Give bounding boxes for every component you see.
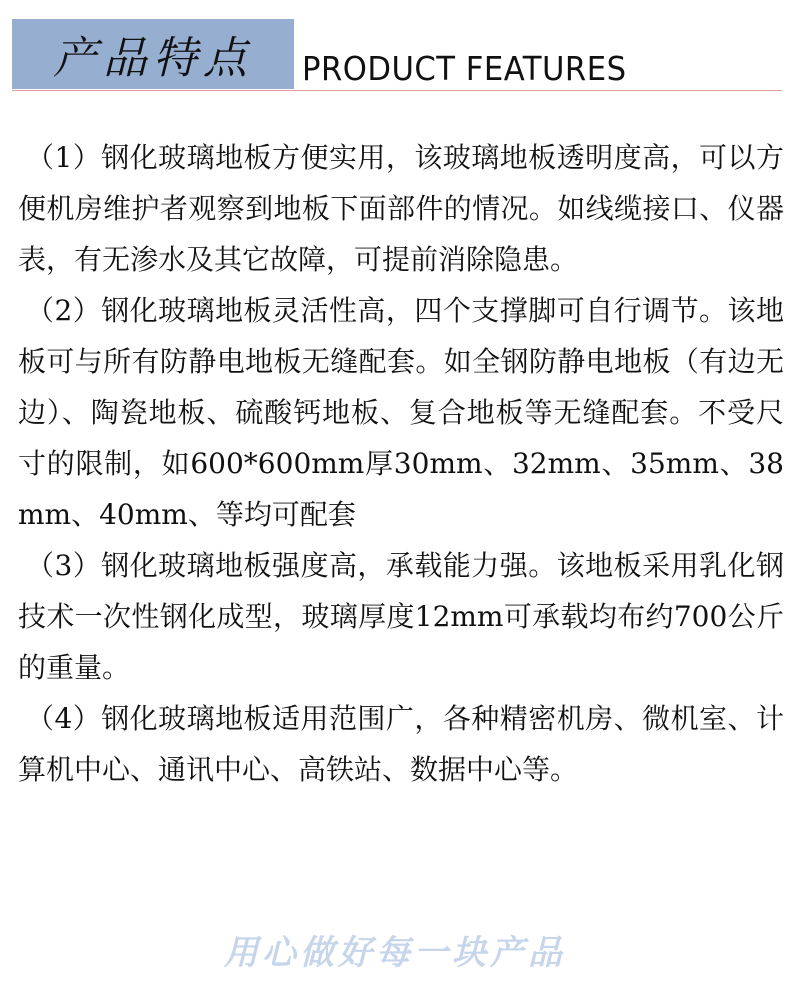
title-banner <box>12 19 294 89</box>
feature-item-3 <box>18 540 784 693</box>
feature-number: （3） <box>26 549 102 582</box>
header-divider <box>12 90 782 91</box>
feature-text: 钢化玻璃地板适用范围广，各种精密机房、微机室、计算机中心、通讯中心、高铁站、数据中心等。 <box>18 702 784 786</box>
section-header <box>0 0 790 100</box>
feature-item-2 <box>18 285 784 540</box>
feature-list <box>18 132 784 795</box>
feature-item-1 <box>18 132 784 285</box>
feature-number: （2） <box>26 294 102 327</box>
feature-text: 钢化玻璃地板灵活性高，四个支撑脚可自行调节。该地板可与所有防静电地板无缝配套。如全钢防静电地板（有边无边）、陶瓷地板、硫酸钙地板、复合地板等无缝配套。不受尺寸的限制，如600*600mm厚30mm、32mm、35mm、38mm、40mm、等均可配套 <box>18 294 784 531</box>
feature-number: （4） <box>26 702 102 735</box>
section-title-en: PRODUCT FEATURES <box>302 49 627 88</box>
feature-text: 钢化玻璃地板强度高，承载能力强。该地板采用乳化钢技术一次性钢化成型，玻璃厚度12mm可承载均布约700公斤的重量。 <box>18 549 784 684</box>
footer-slogan: 用心做好每一块产品 <box>224 933 566 973</box>
feature-item-4 <box>18 693 784 795</box>
section-title-cn: 产品特点 <box>53 33 253 84</box>
feature-number: （1） <box>26 141 102 174</box>
feature-text: 钢化玻璃地板方便实用，该玻璃地板透明度高，可以方便机房维护者观察到地板下面部件的情况。如线缆接口、仪器表，有无渗水及其它故障，可提前消除隐患。 <box>18 141 784 276</box>
